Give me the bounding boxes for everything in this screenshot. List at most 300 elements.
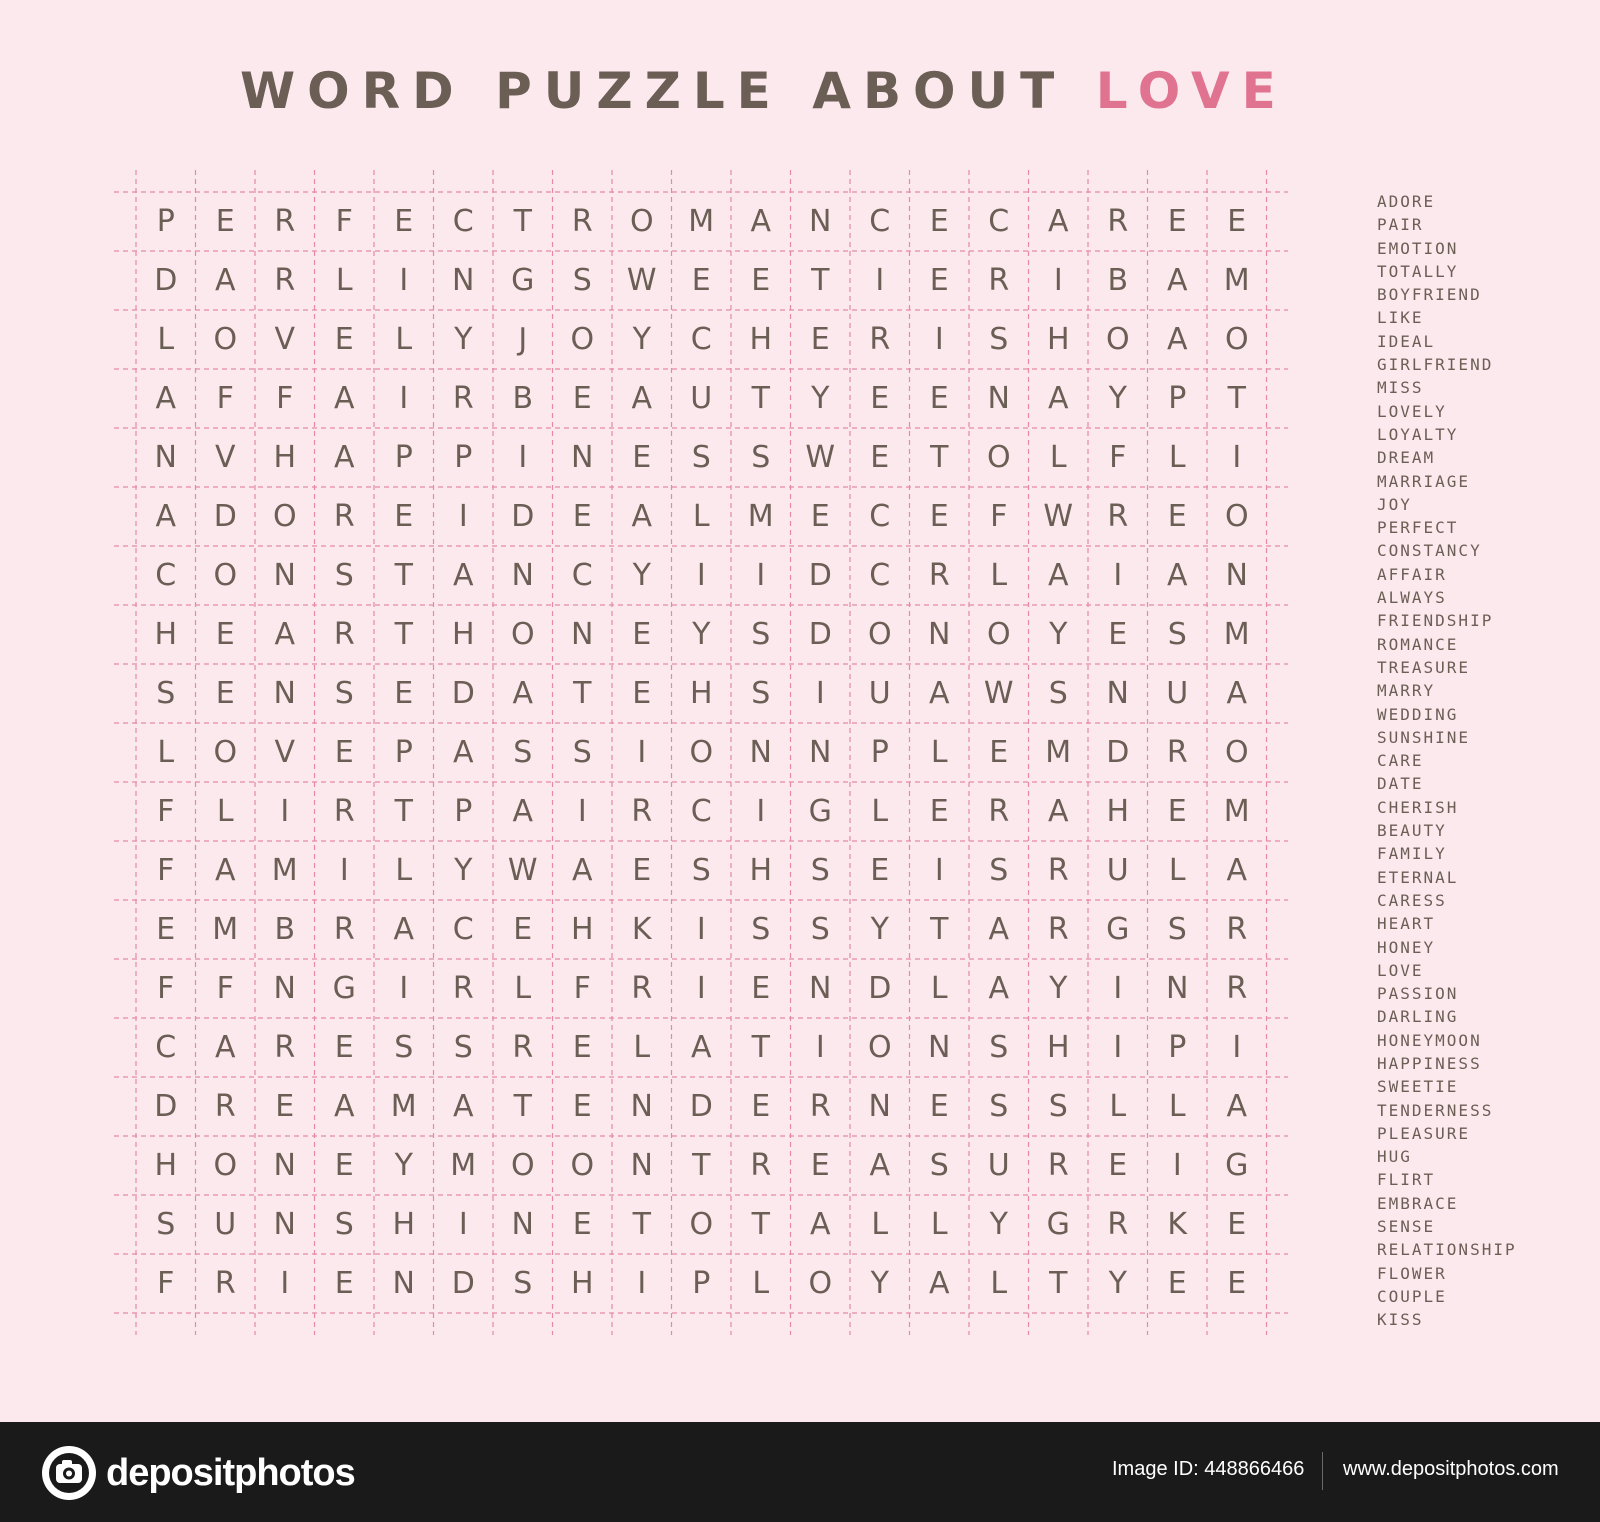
grid-letter[interactable]: F [276,381,294,416]
grid-letter[interactable]: R [1166,735,1188,770]
grid-letter[interactable]: A [809,1207,831,1242]
grid-letter[interactable]: E [929,499,949,534]
grid-letter[interactable]: I [1113,971,1123,1006]
grid-letter[interactable]: R [988,794,1010,829]
grid-letter[interactable]: A [750,204,772,239]
grid-letter[interactable]: E [156,912,176,947]
grid-letter[interactable]: D [1106,735,1130,770]
grid-letter[interactable]: I [1232,1030,1242,1065]
grid-letter[interactable]: A [1047,558,1069,593]
grid-letter[interactable]: R [631,794,653,829]
grid-letter[interactable]: R [571,204,593,239]
grid-letter[interactable]: E [572,381,592,416]
grid-letter[interactable]: R [1107,204,1129,239]
grid-letter[interactable]: I [1232,440,1242,475]
grid-letter[interactable]: L [514,971,532,1006]
grid-letter[interactable]: S [989,1089,1009,1124]
grid-letter[interactable]: D [689,1089,713,1124]
grid-letter[interactable]: S [1048,676,1068,711]
grid-letter[interactable]: A [333,1089,355,1124]
grid-letter[interactable]: Y [811,381,830,416]
grid-letter[interactable]: G [808,794,832,829]
grid-letter[interactable]: H [749,853,773,888]
grid-letter[interactable]: D [511,499,535,534]
grid-letter[interactable]: E [334,1148,354,1183]
grid-letter[interactable]: R [928,558,950,593]
grid-letter[interactable]: R [1047,912,1069,947]
grid-letter[interactable]: S [751,912,771,947]
grid-letter[interactable]: R [1047,853,1069,888]
grid-letter[interactable]: O [986,440,1011,475]
grid-letter[interactable]: W [1043,499,1074,534]
grid-letter[interactable]: S [989,1030,1009,1065]
grid-letter[interactable]: A [690,1030,712,1065]
grid-letter[interactable]: C [452,912,474,947]
grid-letter[interactable]: D [451,676,475,711]
grid-letter[interactable]: Y [1049,617,1068,652]
grid-letter[interactable]: Y [870,1266,889,1301]
grid-letter[interactable]: O [1105,322,1130,357]
grid-letter[interactable]: A [155,499,177,534]
grid-letter[interactable]: E [334,1030,354,1065]
grid-letter[interactable]: E [810,499,830,534]
grid-letter[interactable]: U [868,676,891,711]
grid-letter[interactable]: E [751,263,771,298]
grid-letter[interactable]: E [1167,1266,1187,1301]
grid-letter[interactable]: E [632,617,652,652]
grid-letter[interactable]: R [631,971,653,1006]
grid-letter[interactable]: E [1108,617,1128,652]
grid-letter[interactable]: W [983,676,1014,711]
grid-letter[interactable]: G [511,263,535,298]
grid-letter[interactable]: L [871,1207,889,1242]
grid-letter[interactable]: L [395,322,413,357]
grid-letter[interactable]: F [157,853,175,888]
grid-letter[interactable]: H [1046,322,1070,357]
grid-letter[interactable]: A [333,381,355,416]
grid-letter[interactable]: S [156,676,176,711]
grid-letter[interactable]: S [1167,912,1187,947]
grid-letter[interactable]: A [1047,794,1069,829]
grid-letter[interactable]: R [333,617,355,652]
grid-letter[interactable]: O [570,322,595,357]
grid-letter[interactable]: S [334,558,354,593]
grid-letter[interactable]: M [450,1148,477,1183]
grid-letter[interactable]: F [1109,440,1127,475]
grid-letter[interactable]: E [394,204,414,239]
grid-letter[interactable]: R [1107,499,1129,534]
grid-letter[interactable]: S [453,1030,473,1065]
grid-letter[interactable]: E [929,381,949,416]
grid-letter[interactable]: M [1223,794,1250,829]
grid-letter[interactable]: V [274,322,296,357]
grid-letter[interactable]: I [339,853,349,888]
grid-letter[interactable]: A [1047,204,1069,239]
grid-letter[interactable]: R [333,499,355,534]
grid-letter[interactable]: N [154,440,177,475]
grid-letter[interactable]: N [1225,558,1248,593]
grid-letter[interactable]: N [630,1089,653,1124]
grid-letter[interactable]: N [571,617,594,652]
grid-letter[interactable]: E [632,853,652,888]
grid-letter[interactable]: N [571,440,594,475]
grid-letter[interactable]: O [1224,499,1249,534]
grid-letter[interactable]: E [929,1089,949,1124]
grid-letter[interactable]: R [512,1030,534,1065]
grid-letter[interactable]: A [1047,381,1069,416]
grid-letter[interactable]: R [274,204,296,239]
grid-letter[interactable]: N [749,735,772,770]
grid-letter[interactable]: S [572,735,592,770]
grid-letter[interactable]: N [273,676,296,711]
grid-letter[interactable]: L [157,735,175,770]
grid-letter[interactable]: J [518,322,528,357]
grid-letter[interactable]: O [689,735,714,770]
site-url[interactable]: www.depositphotos.com [1343,1458,1559,1480]
grid-letter[interactable]: A [512,676,534,711]
grid-letter[interactable]: L [871,794,889,829]
grid-letter[interactable]: L [335,263,353,298]
grid-letter[interactable]: G [1225,1148,1249,1183]
grid-letter[interactable]: I [637,1266,647,1301]
grid-letter[interactable]: E [929,794,949,829]
grid-letter[interactable]: I [458,1207,468,1242]
grid-letter[interactable]: H [392,1207,416,1242]
grid-letter[interactable]: L [752,1266,770,1301]
grid-letter[interactable]: L [990,558,1008,593]
grid-letter[interactable]: A [928,676,950,711]
grid-letter[interactable]: R [1226,912,1248,947]
grid-letter[interactable]: E [1167,204,1187,239]
grid-letter[interactable]: R [1107,1207,1129,1242]
grid-letter[interactable]: O [213,558,238,593]
grid-letter[interactable]: A [214,263,236,298]
grid-letter[interactable]: L [1168,440,1186,475]
grid-letter[interactable]: A [1226,676,1248,711]
grid-letter[interactable]: B [1107,263,1129,298]
grid-letter[interactable]: E [870,853,890,888]
grid-letter[interactable]: I [637,735,647,770]
grid-letter[interactable]: O [570,1148,595,1183]
grid-letter[interactable]: E [632,676,652,711]
grid-letter[interactable]: C [988,204,1010,239]
grid-letter[interactable]: T [513,204,532,239]
grid-letter[interactable]: E [751,971,771,1006]
grid-letter[interactable]: B [512,381,534,416]
grid-letter[interactable]: S [810,853,830,888]
grid-letter[interactable]: S [513,735,533,770]
grid-letter[interactable]: I [399,971,409,1006]
grid-letter[interactable]: W [805,440,836,475]
grid-letter[interactable]: R [274,1030,296,1065]
grid-letter[interactable]: O [689,1207,714,1242]
grid-letter[interactable]: E [989,735,1009,770]
grid-letter[interactable]: S [929,1148,949,1183]
grid-letter[interactable]: O [808,1266,833,1301]
grid-letter[interactable]: S [810,912,830,947]
grid-letter[interactable]: R [333,912,355,947]
grid-letter[interactable]: I [696,912,706,947]
grid-letter[interactable]: A [512,794,534,829]
grid-letter[interactable]: I [815,1030,825,1065]
grid-letter[interactable]: T [513,1089,532,1124]
grid-letter[interactable]: E [1227,204,1247,239]
grid-letter[interactable]: E [1227,1266,1247,1301]
grid-letter[interactable]: G [1046,1207,1070,1242]
grid-letter[interactable]: F [216,381,234,416]
grid-letter[interactable]: H [1106,794,1130,829]
grid-letter[interactable]: Y [454,853,473,888]
grid-letter[interactable]: F [990,499,1008,534]
grid-letter[interactable]: L [930,1207,948,1242]
grid-letter[interactable]: D [213,499,237,534]
grid-letter[interactable]: E [334,1266,354,1301]
grid-letter[interactable]: P [394,440,413,475]
grid-letter[interactable]: N [392,1266,415,1301]
grid-letter[interactable]: E [394,676,414,711]
grid-letter[interactable]: T [751,1207,770,1242]
grid-letter[interactable]: P [394,735,413,770]
grid-letter[interactable]: A [274,617,296,652]
grid-letter[interactable]: T [394,617,413,652]
grid-letter[interactable]: L [633,1030,651,1065]
grid-letter[interactable]: O [213,1148,238,1183]
grid-letter[interactable]: U [1106,853,1129,888]
grid-letter[interactable]: R [1226,971,1248,1006]
grid-letter[interactable]: S [751,440,771,475]
grid-letter[interactable]: N [630,1148,653,1183]
grid-letter[interactable]: T [811,263,830,298]
grid-letter[interactable]: C [690,322,712,357]
grid-letter[interactable]: A [988,971,1010,1006]
grid-letter[interactable]: M [747,499,774,534]
grid-letter[interactable]: N [928,1030,951,1065]
grid-letter[interactable]: I [518,440,528,475]
grid-letter[interactable]: F [573,971,591,1006]
grid-letter[interactable]: S [334,676,354,711]
grid-letter[interactable]: A [631,381,653,416]
grid-letter[interactable]: U [987,1148,1010,1183]
grid-letter[interactable]: H [570,1266,594,1301]
grid-letter[interactable]: S [989,853,1009,888]
grid-letter[interactable]: C [690,794,712,829]
grid-letter[interactable]: L [1168,1089,1186,1124]
grid-letter[interactable]: S [989,322,1009,357]
grid-letter[interactable]: R [214,1266,236,1301]
grid-letter[interactable]: Y [632,322,651,357]
grid-letter[interactable]: A [452,558,474,593]
grid-letter[interactable]: L [395,853,413,888]
grid-letter[interactable]: N [273,971,296,1006]
grid-letter[interactable]: S [1167,617,1187,652]
grid-letter[interactable]: T [692,1148,711,1183]
grid-letter[interactable]: D [154,1089,178,1124]
grid-letter[interactable]: H [273,440,297,475]
grid-letter[interactable]: N [1106,676,1129,711]
grid-letter[interactable]: Y [989,1207,1008,1242]
grid-letter[interactable]: N [452,263,475,298]
grid-letter[interactable]: U [214,1207,237,1242]
grid-letter[interactable]: E [572,1089,592,1124]
grid-letter[interactable]: R [452,381,474,416]
grid-letter[interactable]: G [1106,912,1130,947]
grid-letter[interactable]: A [869,1148,891,1183]
grid-letter[interactable]: S [513,1266,533,1301]
grid-letter[interactable]: C [155,558,177,593]
grid-letter[interactable]: I [696,971,706,1006]
grid-letter[interactable]: H [689,676,713,711]
grid-letter[interactable]: R [750,1148,772,1183]
grid-letter[interactable]: I [1113,1030,1123,1065]
grid-letter[interactable]: O [510,617,535,652]
grid-letter[interactable]: E [870,440,890,475]
grid-letter[interactable]: K [1167,1207,1188,1242]
grid-letter[interactable]: R [988,263,1010,298]
grid-letter[interactable]: S [691,440,711,475]
grid-letter[interactable]: E [394,499,414,534]
grid-letter[interactable]: A [214,1030,236,1065]
grid-letter[interactable]: S [156,1207,176,1242]
grid-letter[interactable]: T [394,794,413,829]
grid-letter[interactable]: H [154,617,178,652]
grid-letter[interactable]: H [1046,1030,1070,1065]
grid-letter[interactable]: N [809,735,832,770]
grid-letter[interactable]: S [1048,1089,1068,1124]
grid-letter[interactable]: Y [692,617,711,652]
grid-letter[interactable]: I [696,558,706,593]
grid-letter[interactable]: O [213,322,238,357]
grid-letter[interactable]: D [868,971,892,1006]
grid-letter[interactable]: F [157,971,175,1006]
grid-letter[interactable]: N [928,617,951,652]
grid-letter[interactable]: B [274,912,296,947]
grid-letter[interactable]: L [930,971,948,1006]
grid-letter[interactable]: C [452,204,474,239]
grid-letter[interactable]: M [212,912,239,947]
grid-letter[interactable]: O [1224,322,1249,357]
grid-letter[interactable]: A [1226,853,1248,888]
grid-letter[interactable]: T [930,440,949,475]
grid-letter[interactable]: Y [632,558,651,593]
grid-letter[interactable]: O [510,1148,535,1183]
grid-letter[interactable]: D [451,1266,475,1301]
grid-letter[interactable]: L [930,735,948,770]
grid-letter[interactable]: S [572,263,592,298]
grid-letter[interactable]: E [929,263,949,298]
grid-letter[interactable]: E [1167,499,1187,534]
grid-letter[interactable]: E [513,912,533,947]
grid-letter[interactable]: P [156,204,175,239]
grid-letter[interactable]: A [988,912,1010,947]
grid-letter[interactable]: E [691,263,711,298]
grid-letter[interactable]: R [452,971,474,1006]
grid-letter[interactable]: V [214,440,236,475]
grid-letter[interactable]: A [452,735,474,770]
grid-letter[interactable]: Y [454,322,473,357]
grid-letter[interactable]: I [756,558,766,593]
grid-letter[interactable]: I [458,499,468,534]
grid-letter[interactable]: I [1172,1148,1182,1183]
grid-letter[interactable]: E [810,1148,830,1183]
grid-letter[interactable]: A [631,499,653,534]
grid-letter[interactable]: E [1227,1207,1247,1242]
grid-letter[interactable]: I [280,1266,290,1301]
grid-letter[interactable]: F [157,1266,175,1301]
grid-letter[interactable]: E [572,1030,592,1065]
grid-letter[interactable]: P [454,794,473,829]
grid-letter[interactable]: S [334,1207,354,1242]
grid-letter[interactable]: I [934,853,944,888]
grid-letter[interactable]: H [570,912,594,947]
grid-letter[interactable]: O [867,617,892,652]
grid-letter[interactable]: E [572,499,592,534]
grid-letter[interactable]: P [1168,381,1187,416]
grid-letter[interactable]: A [571,853,593,888]
grid-letter[interactable]: E [215,617,235,652]
grid-letter[interactable]: U [1166,676,1189,711]
grid-letter[interactable]: M [1045,735,1072,770]
grid-letter[interactable]: N [987,381,1010,416]
grid-letter[interactable]: C [869,558,891,593]
grid-letter[interactable]: L [157,322,175,357]
grid-letter[interactable]: M [688,204,715,239]
grid-letter[interactable]: E [810,322,830,357]
grid-letter[interactable]: I [399,263,409,298]
grid-letter[interactable]: N [273,1148,296,1183]
grid-letter[interactable]: O [867,1030,892,1065]
grid-letter[interactable]: A [1226,1089,1248,1124]
grid-letter[interactable]: S [751,617,771,652]
grid-letter[interactable]: A [1166,263,1188,298]
grid-letter[interactable]: I [934,322,944,357]
grid-letter[interactable]: T [632,1207,651,1242]
grid-letter[interactable]: I [815,676,825,711]
grid-letter[interactable]: D [154,263,178,298]
grid-letter[interactable]: O [213,735,238,770]
grid-letter[interactable]: T [751,381,770,416]
grid-letter[interactable]: T [930,912,949,947]
grid-letter[interactable]: C [571,558,593,593]
grid-letter[interactable]: O [629,204,654,239]
grid-letter[interactable]: N [868,1089,891,1124]
grid-letter[interactable]: S [691,853,711,888]
grid-letter[interactable]: A [155,381,177,416]
grid-letter[interactable]: I [875,263,885,298]
grid-letter[interactable]: L [1168,853,1186,888]
grid-letter[interactable]: L [216,794,234,829]
grid-letter[interactable]: T [1049,1266,1068,1301]
grid-letter[interactable]: L [692,499,710,534]
grid-letter[interactable]: N [1166,971,1189,1006]
grid-letter[interactable]: E [1167,794,1187,829]
grid-letter[interactable]: P [1168,1030,1187,1065]
grid-letter[interactable]: I [280,794,290,829]
grid-letter[interactable]: M [1223,263,1250,298]
grid-letter[interactable]: R [333,794,355,829]
grid-letter[interactable]: N [273,558,296,593]
grid-letter[interactable]: T [1227,381,1246,416]
grid-letter[interactable]: I [1053,263,1063,298]
grid-letter[interactable]: A [928,1266,950,1301]
grid-letter[interactable]: O [272,499,297,534]
grid-letter[interactable]: N [511,558,534,593]
grid-letter[interactable]: I [399,381,409,416]
grid-letter[interactable]: L [1049,440,1067,475]
grid-letter[interactable]: E [215,204,235,239]
grid-letter[interactable]: I [1113,558,1123,593]
grid-letter[interactable]: K [631,912,652,947]
grid-letter[interactable]: H [451,617,475,652]
